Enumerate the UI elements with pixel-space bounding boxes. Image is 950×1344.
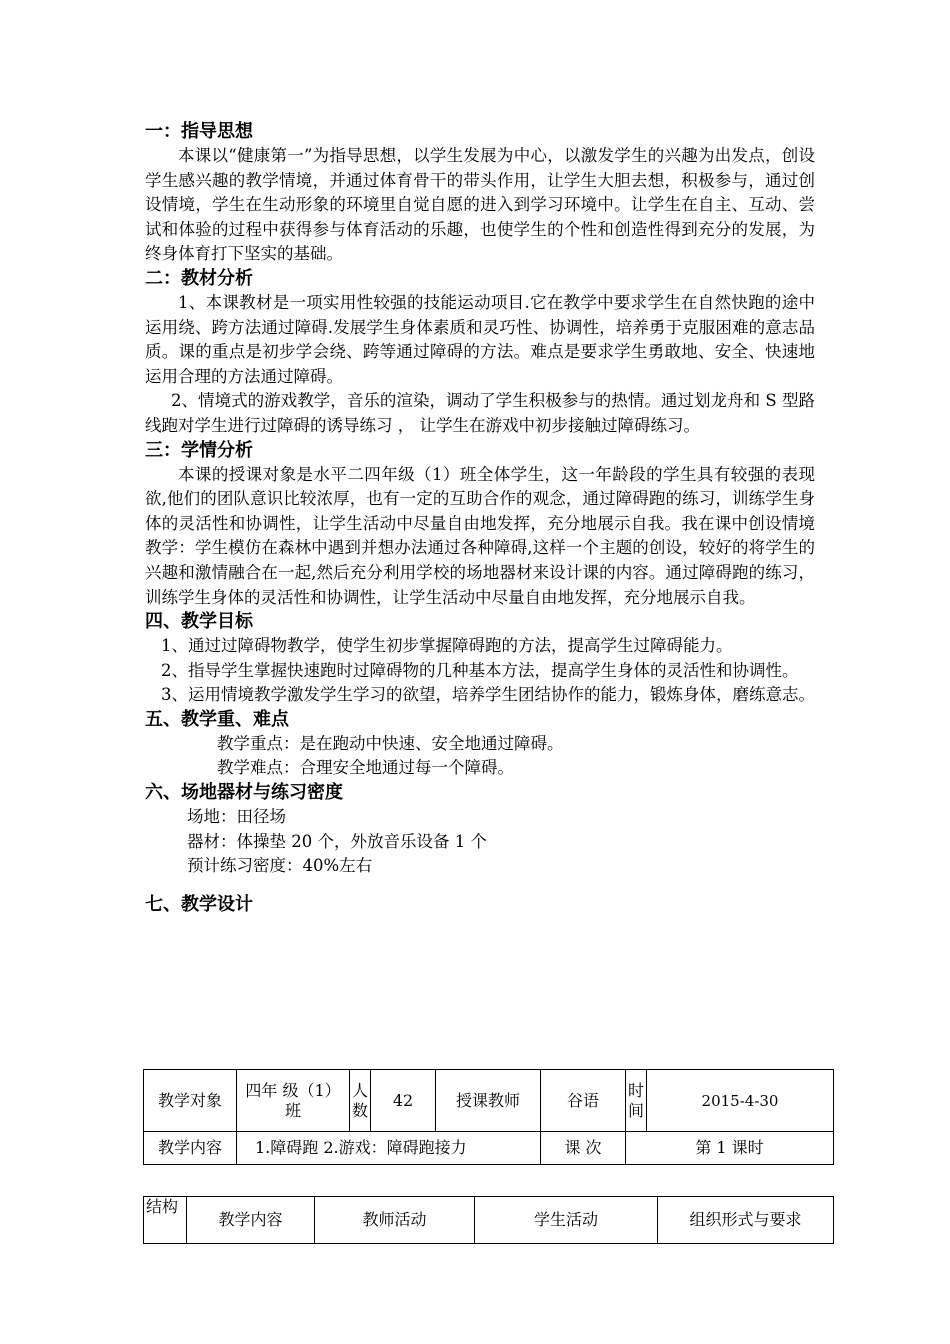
- section-heading-6: 六、场地器材与练习密度: [145, 782, 343, 804]
- table-cell: 1.障碍跑 2.游戏：障碍跑接力: [237, 1132, 541, 1165]
- paragraph: 2、情境式的游戏教学，音乐的渲染，调动了学生积极参与的热情。通过划龙舟和 S 型路线跑对学生进行过障碍的诱导练习 ， 让学生在游戏中初步接触过障碍练习。: [145, 391, 815, 435]
- table-header-cell: 结构: [144, 1197, 187, 1244]
- table-cell: 时间: [626, 1070, 647, 1132]
- table-cell: 四年 级（1）班: [237, 1070, 350, 1132]
- paragraph: 预计练习密度：40%左右: [187, 856, 373, 876]
- paragraph: 1、本课教材是一项实用性较强的技能运动项目.它在教学中要求学生在自然快跑的途中运用绕、跨方法通过障碍.发展学生身体素质和灵巧性、协调性，培养勇于克服困难的意志品质。课的重点是初步学会绕、跨等通过障碍的方法。难点是要求学生勇敢地、安全、快速地运用合理的方法通过障碍。: [145, 292, 815, 386]
- paragraph: 1、通过过障碍物教学，使学生初步掌握障碍跑的方法，提高学生过障碍能力。: [161, 636, 733, 656]
- section-heading-1: 一：指导思想: [145, 121, 253, 142]
- paragraph: 本课的授课对象是水平二四年级（1）班全体学生，这一年龄段的学生具有较强的表现欲,他们的团队意识比较浓厚，也有一定的互助合作的观念，通过障碍跑的练习，训练学生身体的灵活性和协调性，让学生活动中尽量自由地发挥，充分地展示自我。我在课中创设情境教学：学生模仿在森林中遇到并想办法通过各种障碍,这样一个主题的创设，较好的将学生的兴趣和激情融合在一起,然后充分利用学校的场地器材来设计课的内容。通过障碍跑的练习，训练学生身体的灵活性和协调性，让学生活动中尽量自由地发挥，充分地展示自我。: [145, 464, 815, 607]
- table-cell: 谷语: [541, 1070, 626, 1132]
- paragraph: 场地：田径场: [187, 807, 286, 827]
- paragraph: 2、指导学生掌握快速跑时过障碍物的几种基本方法，提高学生身体的灵活性和协调性。: [161, 660, 799, 680]
- table-header-cell: 学生活动: [475, 1197, 658, 1244]
- teaching-design-table: [143, 1196, 834, 1244]
- table-header-cell: 教学内容: [187, 1197, 315, 1244]
- paragraph: 器材：体操垫 20 个，外放音乐设备 1 个: [187, 831, 487, 851]
- table-row: [144, 1132, 834, 1165]
- table-cell: 授课教师: [436, 1070, 541, 1132]
- lesson-info-table: [143, 1069, 834, 1165]
- section-heading-2: 二：教材分析: [145, 267, 253, 289]
- paragraph: 教学重点：是在跑动中快速、安全地通过障碍。: [217, 733, 564, 753]
- table-cell: 教学内容: [144, 1132, 237, 1165]
- table-header-cell: 教师活动: [315, 1197, 475, 1244]
- table-cell: 2015-4-30: [647, 1070, 834, 1132]
- table-cell: 人数: [350, 1070, 371, 1132]
- paragraph: 教学难点：合理安全地通过每一个障碍。: [217, 758, 514, 778]
- section-heading-4: 四、教学目标: [145, 611, 253, 633]
- section-heading-3: 三：学情分析: [145, 439, 253, 461]
- section-heading-7: 七、教学设计: [145, 893, 253, 915]
- table-cell: 教学对象: [144, 1070, 237, 1132]
- table-header-cell: 组织形式与要求: [658, 1197, 834, 1244]
- paragraph: 3、运用情境教学激发学生学习的欲望，培养学生团结协作的能力，锻炼身体，磨练意志。: [161, 685, 815, 705]
- paragraph: 本课以“健康第一”为指导思想，以学生发展为中心，以激发学生的兴趣为出发点，创设学生感兴趣的教学情境，并通过体育骨干的带头作用，让学生大胆去想，积极参与，通过创设情境，学生在生动形象的环境里自觉自愿的进入到学习环境中。让学生在自主、互动、尝试和体验的过程中获得参与体育活动的乐趣，也使学生的个性和创造性得到充分的发展，为终身体育打下坚实的基础。: [145, 146, 815, 264]
- table-row: [144, 1197, 834, 1244]
- section-heading-5: 五、教学重、难点: [145, 708, 289, 730]
- document-body: [145, 120, 815, 917]
- table-cell: 第 1 课时: [626, 1132, 834, 1165]
- table-cell: 42: [371, 1070, 436, 1132]
- table-row: [144, 1070, 834, 1132]
- table-cell: 课 次: [541, 1132, 626, 1165]
